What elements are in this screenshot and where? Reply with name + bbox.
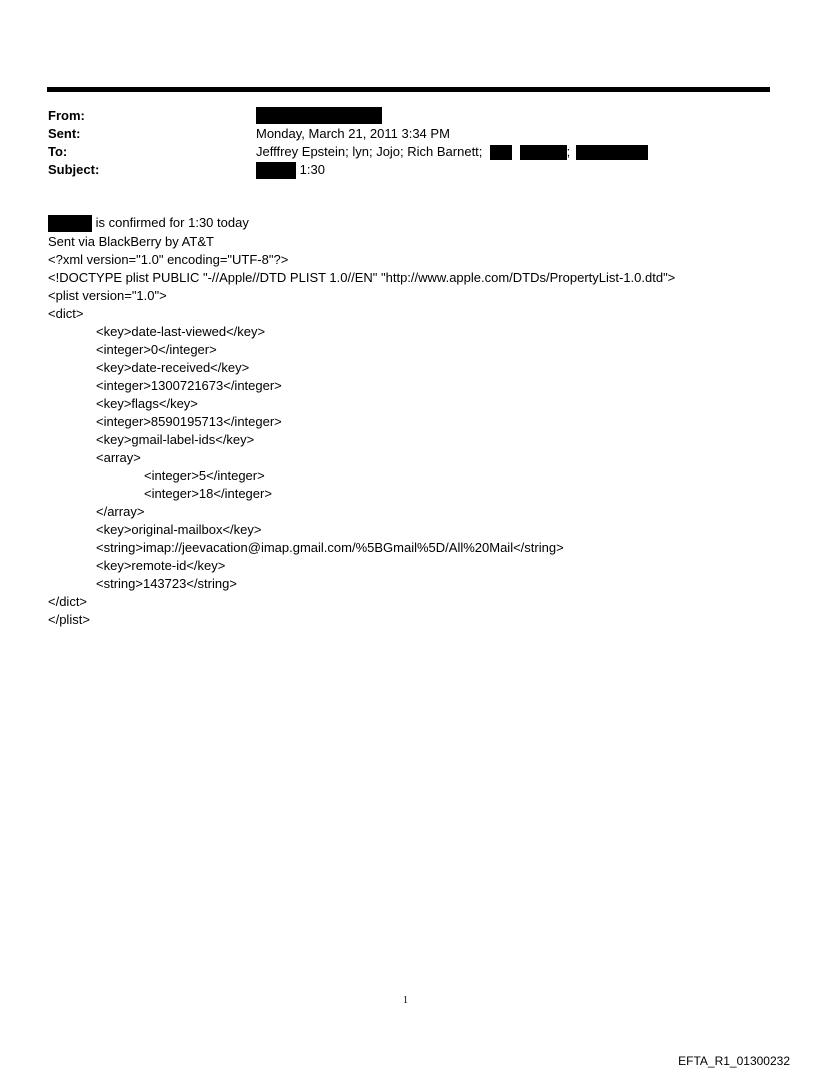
to-recipients-text: Jefffrey Epstein; lyn; Jojo; Rich Barnett;	[256, 144, 483, 159]
doctype-line: <!DOCTYPE plist PUBLIC "-//Apple//DTD PLIST 1.0//EN" "http://www.apple.com/DTDs/PropertyList-1.0.dtd">	[48, 270, 676, 285]
subject-label: Subject:	[48, 162, 100, 177]
header-rule	[47, 87, 770, 92]
array-item: <integer>5</integer>	[144, 468, 265, 483]
redaction-block	[256, 162, 296, 179]
key-line: <key>gmail-label-ids</key>	[96, 432, 255, 447]
page-number: 1	[403, 995, 408, 1006]
redaction-block	[48, 215, 92, 232]
value-line: <integer>8590195713</integer>	[96, 414, 282, 429]
key-line: <key>flags</key>	[96, 396, 198, 411]
subject-text: 1:30	[299, 162, 325, 177]
confirm-line	[48, 214, 249, 232]
to-separator: ;	[566, 144, 571, 159]
from-label: From:	[48, 108, 85, 123]
from-value	[256, 106, 382, 124]
subject-value	[256, 161, 325, 179]
array-open: <array>	[96, 450, 141, 465]
plist-close: </plist>	[48, 612, 90, 627]
redaction-block	[256, 107, 382, 124]
sent-value: Monday, March 21, 2011 3:34 PM	[256, 126, 450, 141]
key-line: <key>date-received</key>	[96, 360, 250, 375]
dict-close: </dict>	[48, 594, 88, 609]
value-line: <string>imap://jeevacation@imap.gmail.com/%5BGmail%5D/All%20Mail</string>	[96, 540, 564, 555]
plist-open: <plist version="1.0">	[48, 288, 167, 303]
value-line: <string>143723</string>	[96, 576, 237, 591]
value-line: <integer>0</integer>	[96, 342, 217, 357]
value-line: <integer>1300721673</integer>	[96, 378, 282, 393]
xml-declaration: <?xml version="1.0" encoding="UTF-8"?>	[48, 252, 289, 267]
confirm-text: is confirmed for 1:30 today	[95, 215, 249, 230]
to-value	[256, 143, 648, 161]
redaction-block	[520, 145, 567, 160]
key-line: <key>original-mailbox</key>	[96, 522, 262, 537]
signature-line: Sent via BlackBerry by AT&T	[48, 234, 214, 249]
sent-label: Sent:	[48, 126, 81, 141]
to-label: To:	[48, 144, 68, 159]
redaction-block	[490, 145, 512, 160]
bates-number: EFTA_R1_01300232	[678, 1054, 790, 1068]
key-line: <key>remote-id</key>	[96, 558, 226, 573]
key-line: <key>date-last-viewed</key>	[96, 324, 266, 339]
redaction-block	[576, 145, 648, 160]
dict-open: <dict>	[48, 306, 84, 321]
array-item: <integer>18</integer>	[144, 486, 272, 501]
array-close: </array>	[96, 504, 145, 519]
